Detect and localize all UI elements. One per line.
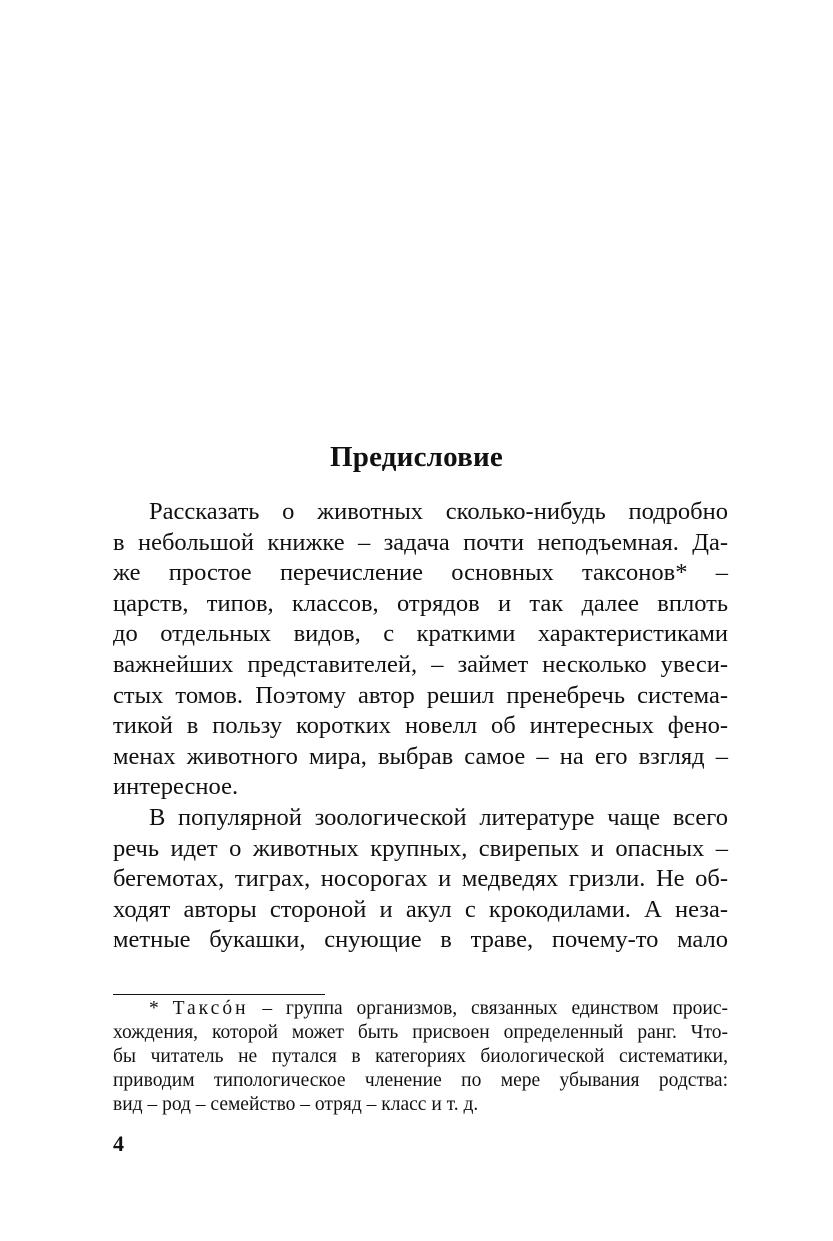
text-line: интересное.	[113, 773, 239, 801]
text-line: важнейших представителей, – займет несколько увеси-	[113, 650, 728, 678]
text-line: стых томов. Поэтому автор решил пренебречь система-	[113, 681, 728, 709]
text-line: в небольшой книжке – задача почти неподъемная. Да-	[113, 528, 728, 556]
text-line: же простое перечисление основных таксонов* –	[113, 559, 728, 587]
text-line: В популярной зоологической литературе чаще всего	[149, 803, 728, 831]
footnote-marker: *	[149, 998, 173, 1019]
text-line: тикой в пользу коротких новелл об интересных фено-	[113, 712, 728, 740]
footnote-definition: – группа организмов, связанных единством проис-	[248, 998, 728, 1019]
footnote-line	[113, 997, 728, 1021]
text-line: бегемотах, тиграх, носорогах и медведях гризли. Не об-	[113, 865, 728, 893]
text-line: ходят авторы стороной и акул с крокодилами. А неза-	[113, 895, 728, 923]
footnote-line: хождения, которой может быть присвоен определенный ранг. Что-	[113, 1022, 728, 1043]
text-line: метные букашки, снующие в траве, почему-то мало	[113, 926, 728, 954]
footnote	[113, 997, 728, 1117]
body-text	[113, 497, 728, 956]
footnote-term: Таксóн	[172, 998, 249, 1019]
footnote-divider	[113, 994, 325, 995]
text-line: царств, типов, классов, отрядов и так далее вплоть	[113, 589, 728, 617]
page-number: 4	[113, 1131, 124, 1156]
text-line: менах животного мира, выбрав самое – на его взгляд –	[113, 742, 728, 770]
footnote-line: вид – род – семейство – отряд – класс и т. д.	[113, 1094, 479, 1115]
footnote-line: приводим типологическое членение по мере убывания родства:	[113, 1070, 728, 1091]
text-line: до отдельных видов, с краткими характеристиками	[113, 620, 728, 648]
footnote-line: бы читатель не путался в категориях биологической систематики,	[113, 1046, 728, 1067]
text-line: Рассказать о животных сколько-нибудь подробно	[149, 498, 728, 525]
page-title: Предисловие	[330, 441, 503, 473]
text-line: речь идет о животных крупных, свирепых и опасных –	[113, 834, 728, 862]
